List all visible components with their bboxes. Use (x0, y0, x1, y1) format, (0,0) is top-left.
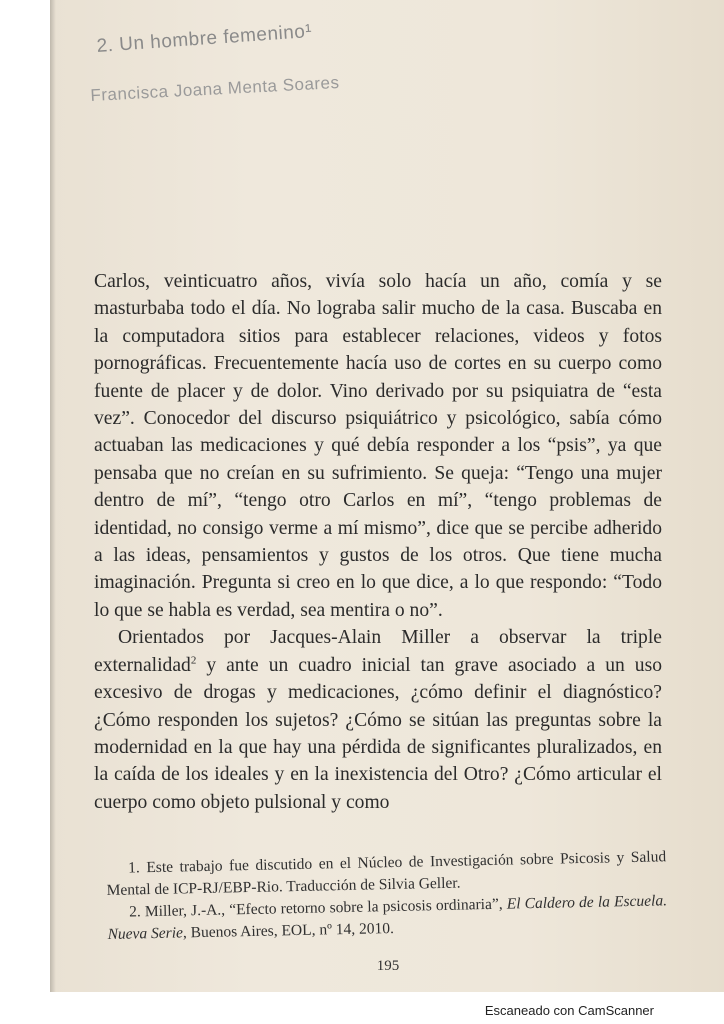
chapter-author: Francisca Joana Menta Soares (90, 72, 340, 105)
footnotes (106, 846, 668, 946)
footnote-1: 1. Este trabajo fue discutido en el Núcleo de Investigación sobre Psicosis y Salud Mental de ICP-RJ/EBP-Rio. Traducción de Silvia Geller. (106, 848, 667, 899)
footnote-ref-2: 2 (190, 654, 197, 667)
page-shadow (50, 0, 56, 992)
paragraph-1: Carlos, veinticuatro años, vivía solo hacía un año, comía y se masturbaba todo el día. No lograba salir mucho de la casa. Buscaba en la computadora sitios para establecer relaciones, videos y fotos pornográficas. Frecuentemente hacía uso de cortes en su cuerpo como fuente de placer y de dolor. Vino derivado por su psiquiatra de “esta vez”. Conocedor del discurso psiquiátrico y psicológico, sabía cómo actuaban las medicaciones y qué debía responder a los “psis”, ya que pensaba que no creían en su sufrimiento. Se queja: “Tengo una mujer dentro de mí”, “tengo otro Carlos en mí”, “tengo problemas de identidad, no consigo verme a mí mismo”, dice que se percibe adherido a las ideas, pensamientos y gustos de los otros. Que tiene mucha imaginación. Pregunta si creo en lo que dice, a lo que respondo: “Todo lo que se habla es verdad, sea mentira o no”. (94, 271, 662, 621)
paragraph-2-start: Orientados por Jacques-Alain Miller a observar la triple externalidad (94, 627, 662, 676)
footnote-2-end: , Buenos Aires, EOL, nº 14, 2010. (182, 919, 395, 942)
footnote-2-title: El Caldero de la Escuela. Nueva Serie (107, 892, 668, 943)
footnote-2-start: 2. Miller, J.-A., “Efecto retorno sobre la psicosis ordinaria”, (128, 895, 507, 921)
book-page (50, 0, 724, 992)
body-text (94, 268, 662, 816)
chapter-title: 2. Un hombre femenino¹ (96, 20, 313, 57)
paragraph-2-end: y ante un cuadro inicial tan grave asociado a un uso excesivo de drogas y medicaciones, ¿cómo definir el diagnóstico? ¿Cómo responden los sujetos? ¿Cómo se sitúan las preguntas sobre la modernidad en la que hay una pérdida de significantes pluralizados, en la caída de los ideales y en la inexistencia del Otro? ¿Cómo articular el cuerpo como objeto pulsional y como (94, 654, 662, 813)
page-number: 195 (376, 958, 400, 974)
scanner-watermark: Escaneado con CamScanner (484, 1003, 654, 1018)
paragraph-2 (94, 624, 662, 816)
